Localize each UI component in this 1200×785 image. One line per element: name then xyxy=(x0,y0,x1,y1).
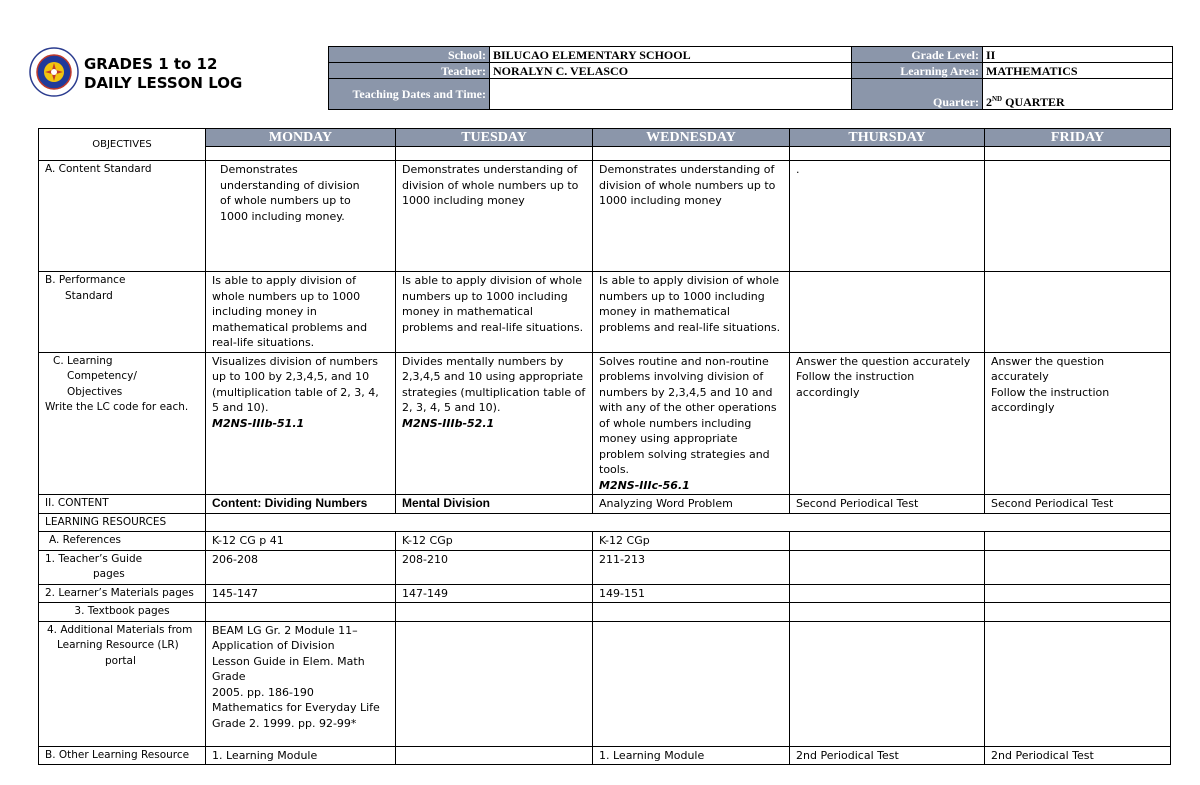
other-resources-friday: 2nd Periodical Test xyxy=(985,746,1171,765)
spacer-cell xyxy=(593,147,790,161)
competency-monday xyxy=(206,352,396,495)
teacher-label: Teacher: xyxy=(329,63,490,79)
textbook-pages-tuesday xyxy=(396,603,593,622)
learning-area-value: MATHEMATICS xyxy=(983,63,1173,79)
references-monday: K-12 CG p 41 xyxy=(206,532,396,551)
teachers-guide-tuesday: 208-210 xyxy=(396,550,593,584)
performance-standard-tuesday: Is able to apply division of whole numbers up to 1000 including money in mathematical problems and real-life situations. xyxy=(396,272,593,353)
additional-materials-tuesday xyxy=(396,621,593,746)
competency-tuesday-text: Divides mentally numbers by 2,3,4,5 and 10 using appropriate strategies (multiplication table of 2, 3, 4, 5 and 10). xyxy=(402,354,586,414)
objectives-header: OBJECTIVES xyxy=(39,129,206,161)
additional-materials-friday xyxy=(985,621,1171,746)
additional-materials-monday: BEAM LG Gr. 2 Module 11– Application of Division Lesson Guide in Elem. Math Grade 2005. pp. 186-190 Mathematics for Everyday Life Grade 2. 1999. pp. 92-99* xyxy=(206,621,396,746)
content-monday: Content: Dividing Numbers xyxy=(206,495,396,514)
additional-materials-thursday xyxy=(790,621,985,746)
content-standard-tuesday: Demonstrates understanding of division of whole numbers up to 1000 including money xyxy=(396,161,593,272)
quarter-value xyxy=(983,79,1173,110)
spacer-cell xyxy=(790,147,985,161)
teachers-guide-label-line1: 1. Teacher’s Guide xyxy=(45,552,143,565)
teaching-dates-label: Teaching Dates and Time: xyxy=(329,79,490,110)
title-line-1: GRADES 1 to 12 xyxy=(84,55,218,73)
competency-wednesday xyxy=(593,352,790,495)
content-standard-thursday: . xyxy=(790,161,985,272)
competency-monday-text: Visualizes division of numbers up to 100 by 2,3,4,5, and 10 (multiplication table of 2, 3, 4, 5 and 10). xyxy=(212,354,379,414)
references-tuesday: K-12 CGp xyxy=(396,532,593,551)
competency-wednesday-text: Solves routine and non-routine problems involving division of numbers by 2,3,4,5 and 10 and with any of the other operations of whole numbers including money using appropriate problem solving strategies and tools. xyxy=(599,354,777,476)
textbook-pages-wednesday xyxy=(593,603,790,622)
competency-tuesday xyxy=(396,352,593,495)
content-standard-monday: Demonstrates understanding of division of whole numbers up to 1000 including money. xyxy=(206,161,396,272)
quarter-label: Quarter: xyxy=(852,79,983,110)
competency-thursday: Answer the question accurately Follow the instruction accordingly xyxy=(790,352,985,495)
other-resources-tuesday xyxy=(396,746,593,765)
teachers-guide-friday xyxy=(985,550,1171,584)
content-thursday: Second Periodical Test xyxy=(790,495,985,514)
additional-materials-wednesday xyxy=(593,621,790,746)
day-header-tuesday: TUESDAY xyxy=(396,129,593,147)
performance-standard-monday: Is able to apply division of whole numbers up to 1000 including money in mathematical problems and real-life situations. xyxy=(206,272,396,353)
content-label: II. CONTENT xyxy=(39,495,206,514)
references-label: A. References xyxy=(39,532,206,551)
references-wednesday: K-12 CGp xyxy=(593,532,790,551)
textbook-pages-friday xyxy=(985,603,1171,622)
lc-code-monday: M2NS-IIIb-51.1 xyxy=(212,416,305,430)
teachers-guide-monday: 206-208 xyxy=(206,550,396,584)
teachers-guide-label-line2: pages xyxy=(93,568,125,580)
grade-level-value: II xyxy=(983,47,1173,63)
textbook-pages-label: 3. Textbook pages xyxy=(39,603,206,622)
day-header-thursday: THURSDAY xyxy=(790,129,985,147)
other-resources-label: B. Other Learning Resource xyxy=(39,746,206,765)
spacer-cell xyxy=(985,147,1171,161)
additional-materials-label xyxy=(39,621,206,746)
grade-level-label: Grade Level: xyxy=(852,47,983,63)
day-header-friday: FRIDAY xyxy=(985,129,1171,147)
deped-seal-logo xyxy=(29,47,79,97)
performance-standard-label-line2: Standard xyxy=(65,289,113,302)
spacer-cell xyxy=(396,147,593,161)
title-line-2: DAILY LESSON LOG xyxy=(84,74,243,92)
content-tuesday: Mental Division xyxy=(396,495,593,514)
learners-materials-label: 2. Learner’s Materials pages xyxy=(39,584,206,603)
learners-materials-wednesday: 149-151 xyxy=(593,584,790,603)
references-friday xyxy=(985,532,1171,551)
additional-materials-label-line3: portal xyxy=(105,654,136,667)
teachers-guide-thursday xyxy=(790,550,985,584)
daily-lesson-log-table xyxy=(38,128,1171,765)
school-label: School: xyxy=(329,47,490,63)
other-resources-wednesday: 1. Learning Module xyxy=(593,746,790,765)
other-resources-thursday: 2nd Periodical Test xyxy=(790,746,985,765)
competency-label-line4: Write the LC code for each. xyxy=(45,401,189,413)
learning-resources-span xyxy=(206,513,1171,532)
learners-materials-tuesday: 147-149 xyxy=(396,584,593,603)
spacer-cell xyxy=(206,147,396,161)
teachers-guide-label xyxy=(39,550,206,584)
competency-label-line2: Competency/ xyxy=(67,370,137,382)
additional-materials-label-line1: 4. Additional Materials from xyxy=(47,623,193,636)
content-standard-friday xyxy=(985,161,1171,272)
competency-label xyxy=(39,352,206,495)
teaching-dates-value xyxy=(490,79,852,110)
school-value: BILUCAO ELEMENTARY SCHOOL xyxy=(490,47,852,63)
quarter-suffix: ND xyxy=(992,95,1003,103)
content-friday: Second Periodical Test xyxy=(985,495,1171,514)
performance-standard-label xyxy=(39,272,206,353)
learning-area-label: Learning Area: xyxy=(852,63,983,79)
content-standard-label: A. Content Standard xyxy=(39,161,206,272)
quarter-word: QUARTER xyxy=(1002,95,1065,109)
learners-materials-friday xyxy=(985,584,1171,603)
teachers-guide-wednesday: 211-213 xyxy=(593,550,790,584)
additional-materials-label-line2: Learning Resource (LR) xyxy=(57,639,179,651)
performance-standard-friday xyxy=(985,272,1171,353)
other-resources-monday: 1. Learning Module xyxy=(206,746,396,765)
quarter-number: 2 xyxy=(986,95,992,109)
performance-standard-label-line1: B. Performance xyxy=(45,274,126,286)
learners-materials-monday: 145-147 xyxy=(206,584,396,603)
learners-materials-thursday xyxy=(790,584,985,603)
learning-resources-label: LEARNING RESOURCES xyxy=(39,513,206,532)
day-header-monday: MONDAY xyxy=(206,129,396,147)
lc-code-tuesday: M2NS-IIIb-52.1 xyxy=(402,416,495,430)
performance-standard-wednesday: Is able to apply division of whole numbers up to 1000 including money in mathematical problems and real-life situations. xyxy=(593,272,790,353)
title-block xyxy=(84,55,242,93)
competency-friday: Answer the question accurately Follow the instruction accordingly xyxy=(985,352,1171,495)
textbook-pages-thursday xyxy=(790,603,985,622)
day-header-wednesday: WEDNESDAY xyxy=(593,129,790,147)
performance-standard-thursday xyxy=(790,272,985,353)
content-wednesday: Analyzing Word Problem xyxy=(593,495,790,514)
competency-label-line3: Objectives xyxy=(67,385,123,398)
lc-code-wednesday: M2NS-IIIc-56.1 xyxy=(599,478,690,492)
textbook-pages-monday xyxy=(206,603,396,622)
references-thursday xyxy=(790,532,985,551)
school-info-table xyxy=(328,46,1173,110)
competency-label-line1: C. Learning xyxy=(53,354,113,367)
content-standard-wednesday: Demonstrates understanding of division of whole numbers up to 1000 including money xyxy=(593,161,790,272)
teacher-value: NORALYN C. VELASCO xyxy=(490,63,852,79)
